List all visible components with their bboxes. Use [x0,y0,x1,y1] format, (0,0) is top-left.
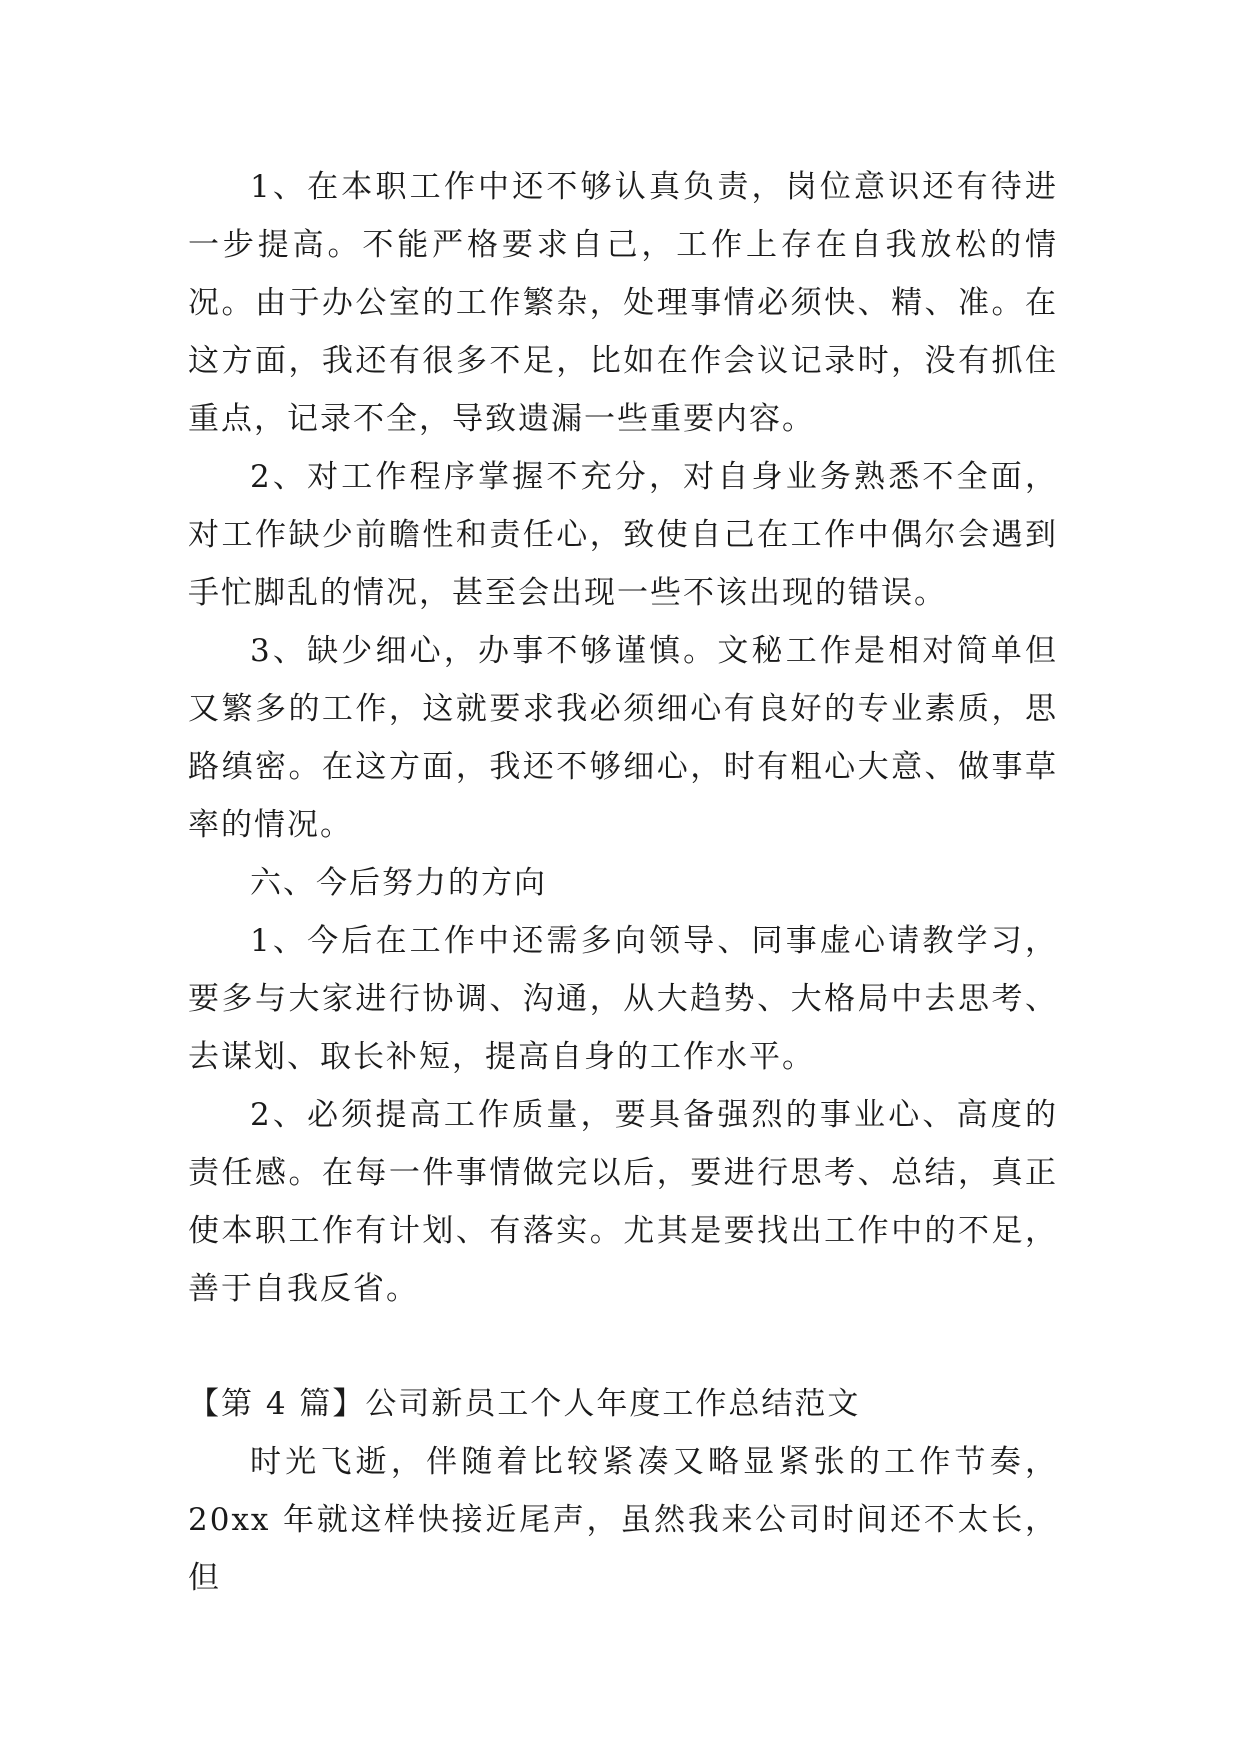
paragraph-1: 1、在本职工作中还不够认真负责，岗位意识还有待进一步提高。不能严格要求自己，工作上存在自我放松的情况。由于办公室的工作繁杂，处理事情必须快、精、准。在这方面，我还有很多不足，比如在作会议记录时，没有抓住重点，记录不全，导致遗漏一些重要内容。 [188,169,1058,437]
body-text-part2 [188,1375,1058,1607]
paragraph-3: 3、缺少细心，办事不够谨慎。文秘工作是相对简单但又繁多的工作，这就要求我必须细心有良好的专业素质，思路缜密。在这方面，我还不够细心，时有粗心大意、做事草率的情况。 [188,633,1058,843]
section-heading-six: 六、今后努力的方向 [250,865,547,901]
article-title: 【第 4 篇】公司新员工个人年度工作总结范文 [188,1386,861,1422]
paragraph-4: 1、今后在工作中还需多向领导、同事虚心请教学习，要多与大家进行协调、沟通，从大趋势、大格局中去思考、去谋划、取长补短，提高自身的工作水平。 [188,923,1058,1075]
paragraph-6: 时光飞逝，伴随着比较紧凑又略显紧张的工作节奏，20xx 年就这样快接近尾声，虽然我来公司时间还不太长，但 [188,1444,1058,1596]
paragraph-2: 2、对工作程序掌握不充分，对自身业务熟悉不全面，对工作缺少前瞻性和责任心，致使自己在工作中偶尔会遇到手忙脚乱的情况，甚至会出现一些不该出现的错误。 [188,459,1058,611]
paragraph-5: 2、必须提高工作质量，要具备强烈的事业心、高度的责任感。在每一件事情做完以后，要进行思考、总结，真正使本职工作有计划、有落实。尤其是要找出工作中的不足，善于自我反省。 [188,1097,1058,1307]
body-text-part1 [188,158,1058,1318]
